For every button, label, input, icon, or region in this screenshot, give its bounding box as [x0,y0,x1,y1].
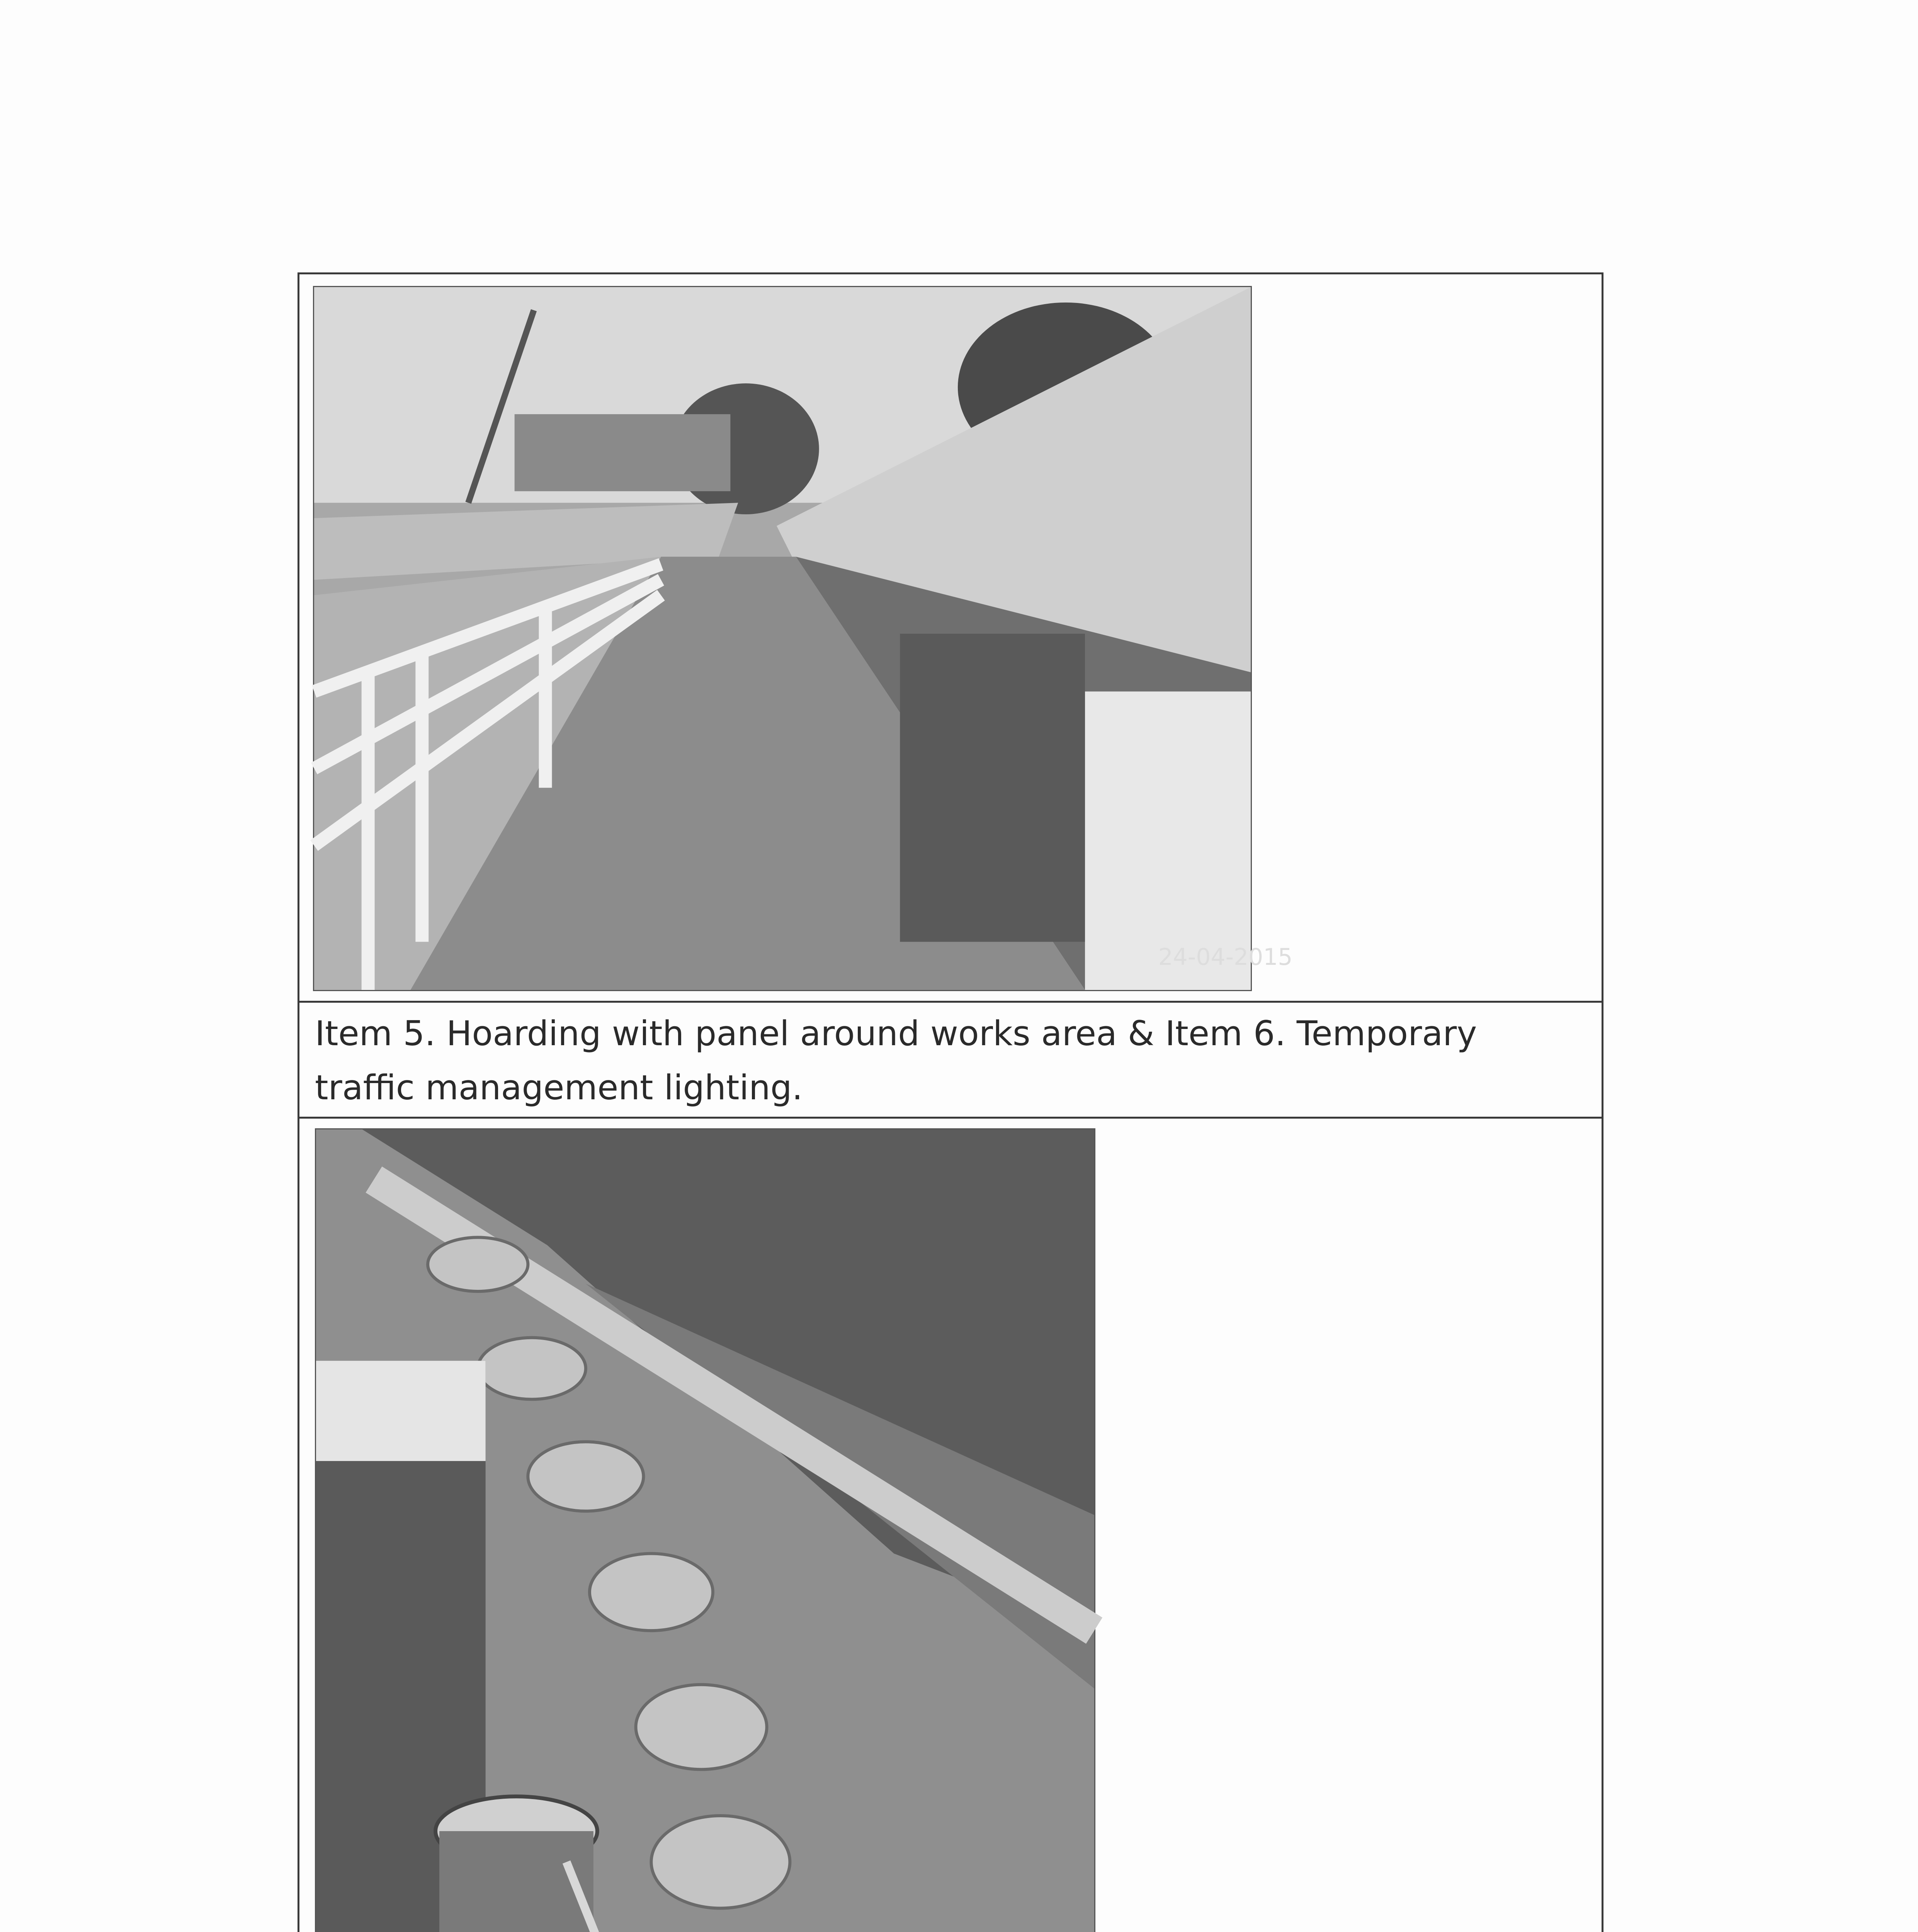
hoarding-photo [313,286,1293,991]
figure-caption-1: Item 5. Hoarding with panel around works area & Item 6. Temporary traffic management lighting. [315,1014,1477,1107]
sandbag-photo-icon [316,1129,1094,1932]
sandbag-photo [315,1128,1095,1932]
table-divider [298,1001,1603,1003]
hoarding-photo-icon [314,287,1293,990]
svg-text:24-04-2015: 24-04-2015 [1158,944,1293,971]
table-divider [298,1117,1603,1119]
